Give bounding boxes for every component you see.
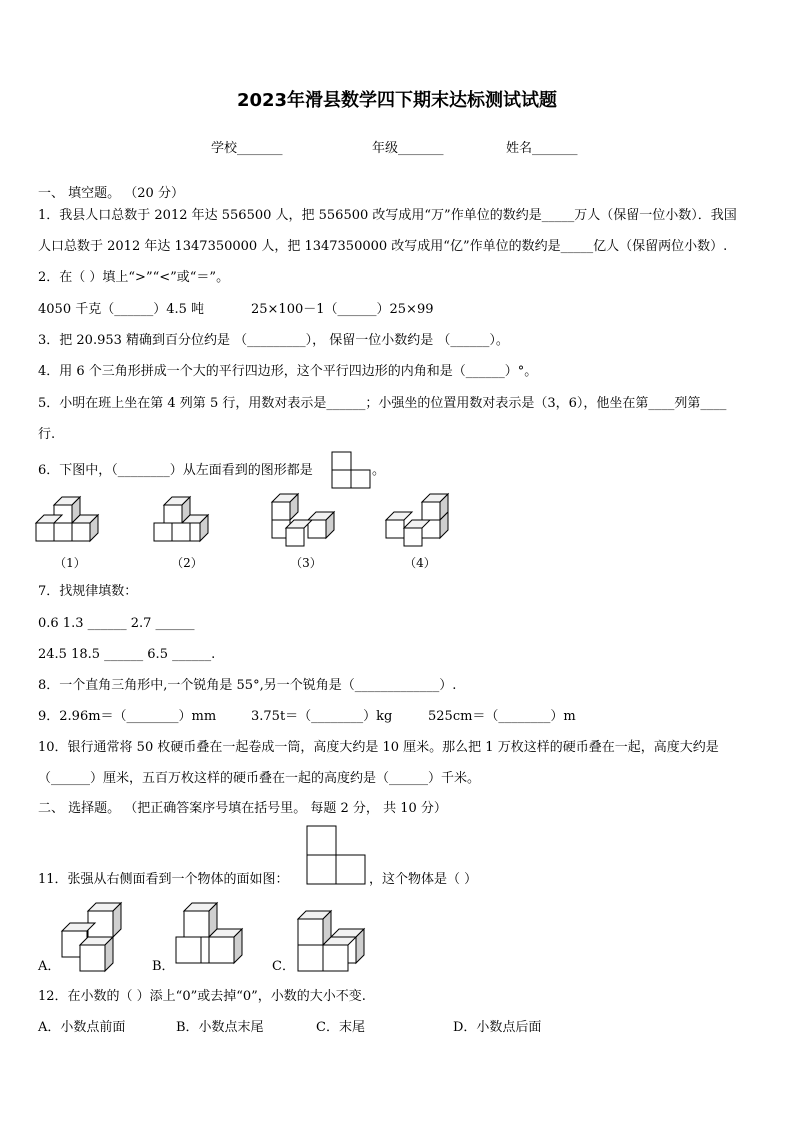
q7-intro: 7．找规律填数： xyxy=(38,584,138,599)
q11-option-c-cubes-icon xyxy=(298,911,368,975)
q11-right-view-icon xyxy=(306,825,368,887)
q6-label-3: （3） xyxy=(290,556,322,570)
q2-line1: 2．在（ ）填上“>”“<”或“＝”。 xyxy=(38,270,230,285)
q8-text: 8．一个直角三角形中,一个锐角是 55°,另一个锐角是（_____________）. xyxy=(38,678,457,693)
q11-end: ，这个物体是（ ） xyxy=(369,872,478,887)
school-field: 学校_______ xyxy=(211,141,283,156)
q6-label-1: （1） xyxy=(54,556,86,570)
q1-line2: 人口总数于 2012 年达 1347350000 人，把 1347350000 改写成用“亿”作单位的数约是_____亿人（保留两位小数）. xyxy=(38,239,728,254)
q12-option-d: D．小数点后面 xyxy=(453,1020,542,1035)
q5-line1: 5．小明在班上坐在第 4 列第 5 行，用数对表示是______；小强坐的位置用数对表示是（3，6），他坐在第____列第____ xyxy=(38,396,727,411)
q11-option-c: C． xyxy=(272,959,295,974)
q9-part-c: 525cm＝（________）m xyxy=(428,709,576,724)
q12-option-a: A．小数点前面 xyxy=(38,1020,126,1035)
name-field: 姓名_______ xyxy=(506,141,578,156)
q1-line1: 1．我县人口总数于 2012 年达 556500 人，把 556500 改写成用“万”作单位的数约是_____万人（保留一位小数）．我国 xyxy=(38,208,737,223)
q11-option-a: A． xyxy=(38,959,61,974)
q12-option-b: B．小数点末尾 xyxy=(176,1020,264,1035)
q11-option-b-cubes-icon xyxy=(176,903,248,975)
q6-figure-1-cubes-icon xyxy=(36,497,104,549)
q6-left-view-icon xyxy=(331,451,371,491)
q7-row1: 0.6 1.3 ______ 2.7 ______ xyxy=(38,616,195,631)
q4-text: 4．用 6 个三角形拼成一个大的平行四边形，这个平行四边形的内角和是（______）°。 xyxy=(38,364,538,379)
q6-figure-2-cubes-icon xyxy=(154,497,222,549)
q2-compare-b: 25×100－1（______）25×99 xyxy=(251,302,434,317)
q10-line1: 10．银行通常将 50 枚硬币叠在一起卷成一筒，高度大约是 10 厘米。那么把 1 万枚这样的硬币叠在一起，高度大约是 xyxy=(38,740,719,755)
q2-compare-a: 4050 千克（______）4.5 吨 xyxy=(38,302,205,317)
q9-part-a: 9．2.96m＝（________）mm xyxy=(38,709,217,724)
q11-text: 11．张强从右侧面看到一个物体的面如图： xyxy=(38,872,289,887)
section-1-heading: 一、 填空题。 （20 分） xyxy=(38,186,184,201)
q6-label-4: （4） xyxy=(404,556,436,570)
q6-figure-3-cubes-icon xyxy=(272,494,342,550)
q6-figure-4-cubes-icon xyxy=(386,494,456,550)
q6-end: 。 xyxy=(372,463,386,478)
section-2-heading: 二、 选择题。 （把正确答案序号填在括号里。 每题 2 分， 共 10 分） xyxy=(38,801,447,816)
q10-line2: （______）厘米，五百万枚这样的硬币叠在一起的高度约是（______）千米。 xyxy=(38,771,481,786)
q6-label-2: （2） xyxy=(171,556,203,570)
q11-option-a-cubes-icon xyxy=(62,903,128,975)
page-title: 2023年滑县数学四下期末达标测试试题 xyxy=(236,90,558,111)
grade-field: 年级_______ xyxy=(372,141,444,156)
q11-option-b: B． xyxy=(152,959,175,974)
q9-part-b: 3.75t＝（________）kg xyxy=(251,709,393,724)
q6-text: 6．下图中，（________）从左面看到的图形都是 xyxy=(38,463,313,478)
q5-line2: 行. xyxy=(38,427,56,442)
q12-text: 12．在小数的（ ）添上“0”或去掉“0”，小数的大小不变. xyxy=(38,989,366,1004)
q12-option-c: C．末尾 xyxy=(316,1020,365,1035)
q7-row2: 24.5 18.5 ______ 6.5 ______. xyxy=(38,647,216,662)
q3-text: 3．把 20.953 精确到百分位约是 （_________）， 保留一位小数约是 （______）。 xyxy=(38,333,509,348)
